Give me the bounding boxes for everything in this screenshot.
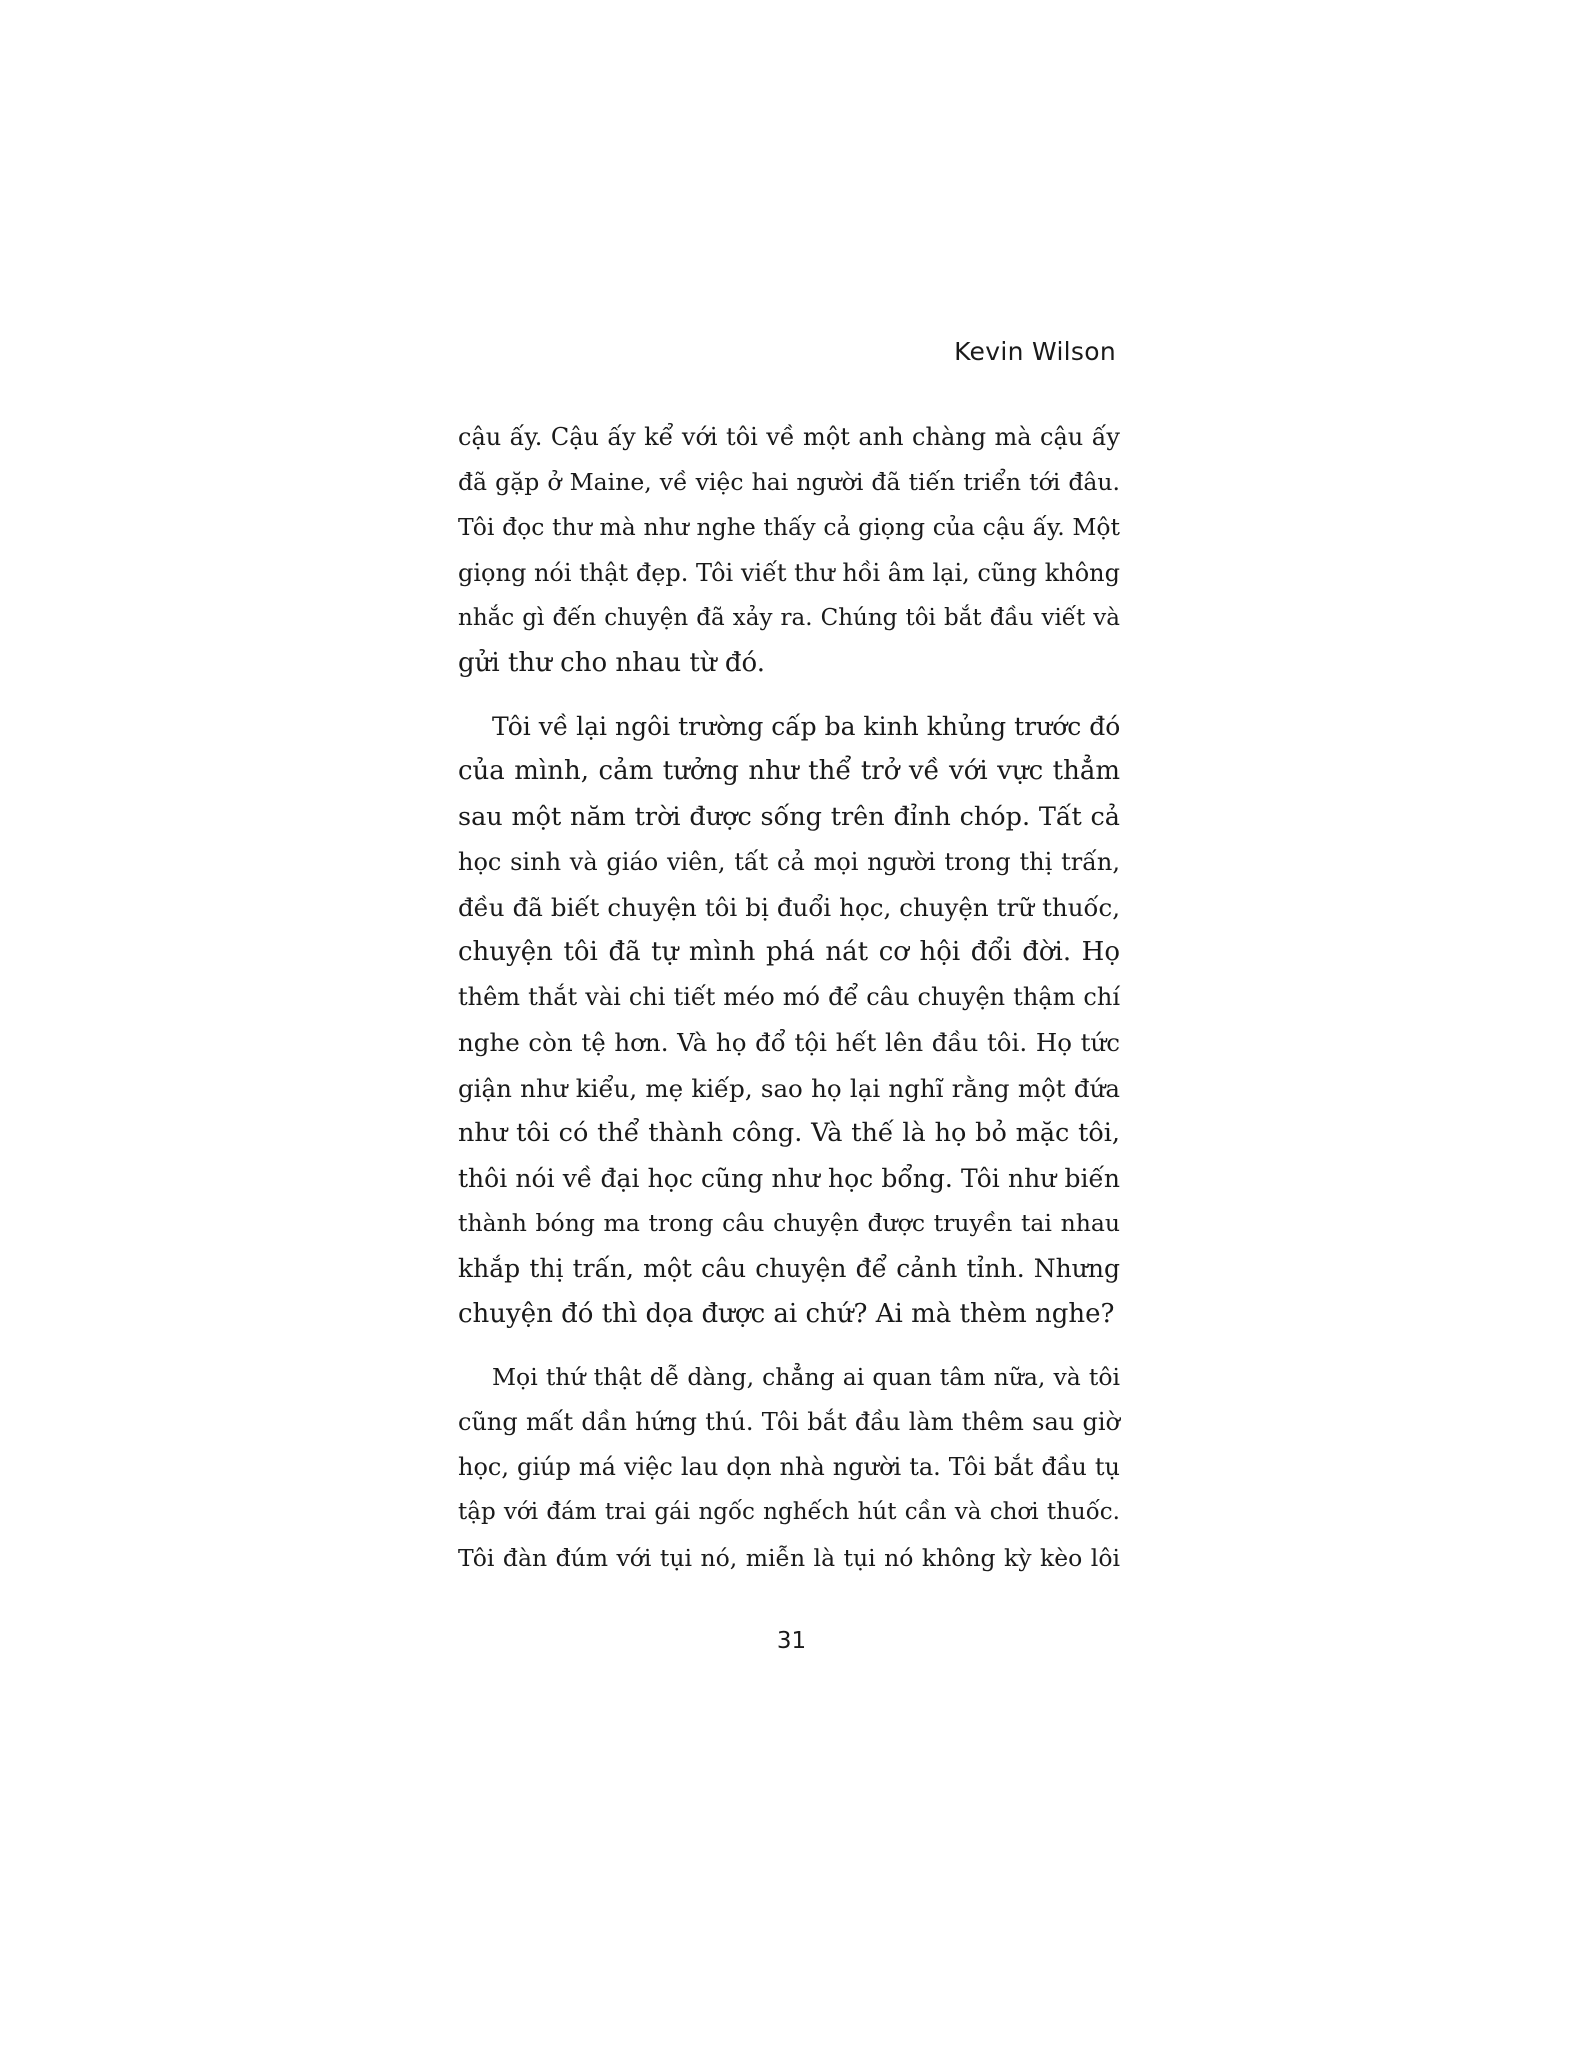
paragraph-gap [458,1337,1120,1355]
text-line: thành bóng ma trong câu chuyện được truyền tai nhau [458,1209,1120,1238]
paragraph [458,704,1120,1337]
text-line: gửi thư cho nhau từ đó. [458,647,765,678]
text-line: đều đã biết chuyện tôi bị đuổi học, chuyện trữ thuốc, [458,892,1120,922]
text-line: học, giúp má việc lau dọn nhà người ta. Tôi bắt đầu tụ [458,1453,1120,1482]
text-line: sau một năm trời được sống trên đỉnh chóp. Tất cả [458,801,1120,832]
text-line: tập với đám trai gái ngốc nghếch hút cần và chơi thuốc. [458,1499,1120,1526]
text-line: của mình, cảm tưởng như thể trở về với vực thẳm [458,756,1120,787]
text-line: thêm thắt vài chi tiết méo mó để câu chuyện thậm chí [458,983,1120,1012]
running-header-author: Kevin Wilson [954,337,1116,366]
text-line: chuyện tôi đã tự mình phá nát cơ hội đổi đời. Họ [458,937,1120,968]
text-line: cậu ấy. Cậu ấy kể với tôi về một anh chàng mà cậu ấy [458,423,1120,451]
text-line: chuyện đó thì dọa được ai chứ? Ai mà thèm nghe? [458,1298,1115,1329]
text-line: nghe còn tệ hơn. Và họ đổ tội hết lên đầu tôi. Họ tức [458,1028,1120,1058]
body-text [458,415,1120,1581]
paragraph-gap [458,686,1120,704]
page-number: 31 [776,1628,807,1654]
text-line: đã gặp ở Maine, về việc hai người đã tiến triển tới đâu. [458,468,1120,497]
text-line: thôi nói về đại học cũng như học bổng. Tôi như biến [458,1164,1120,1193]
text-line: Mọi thứ thật dễ dàng, chẳng ai quan tâm nữa, và tôi [492,1362,1120,1391]
text-line: giận như kiểu, mẹ kiếp, sao họ lại nghĩ rằng một đứa [458,1073,1120,1103]
text-line: như tôi có thể thành công. Và thế là họ bỏ mặc tôi, [458,1117,1120,1148]
text-line: học sinh và giáo viên, tất cả mọi người trong thị trấn, [458,847,1120,876]
paragraph [458,415,1120,686]
text-line: giọng nói thật đẹp. Tôi viết thư hồi âm lại, cũng không [458,558,1120,587]
text-line: Tôi đọc thư mà như nghe thấy cả giọng của cậu ấy. Một [458,513,1120,542]
text-line: Tôi đàn đúm với tụi nó, miễn là tụi nó không kỳ kèo lôi [458,1543,1120,1572]
paragraph [458,1355,1120,1581]
text-line: nhắc gì đến chuyện đã xảy ra. Chúng tôi bắt đầu viết và [458,604,1120,631]
text-line: cũng mất dần hứng thú. Tôi bắt đầu làm thêm sau giờ [458,1407,1120,1436]
text-line: Tôi về lại ngôi trường cấp ba kinh khủng trước đó [492,712,1121,742]
text-line: khắp thị trấn, một câu chuyện để cảnh tỉnh. Nhưng [458,1254,1120,1284]
